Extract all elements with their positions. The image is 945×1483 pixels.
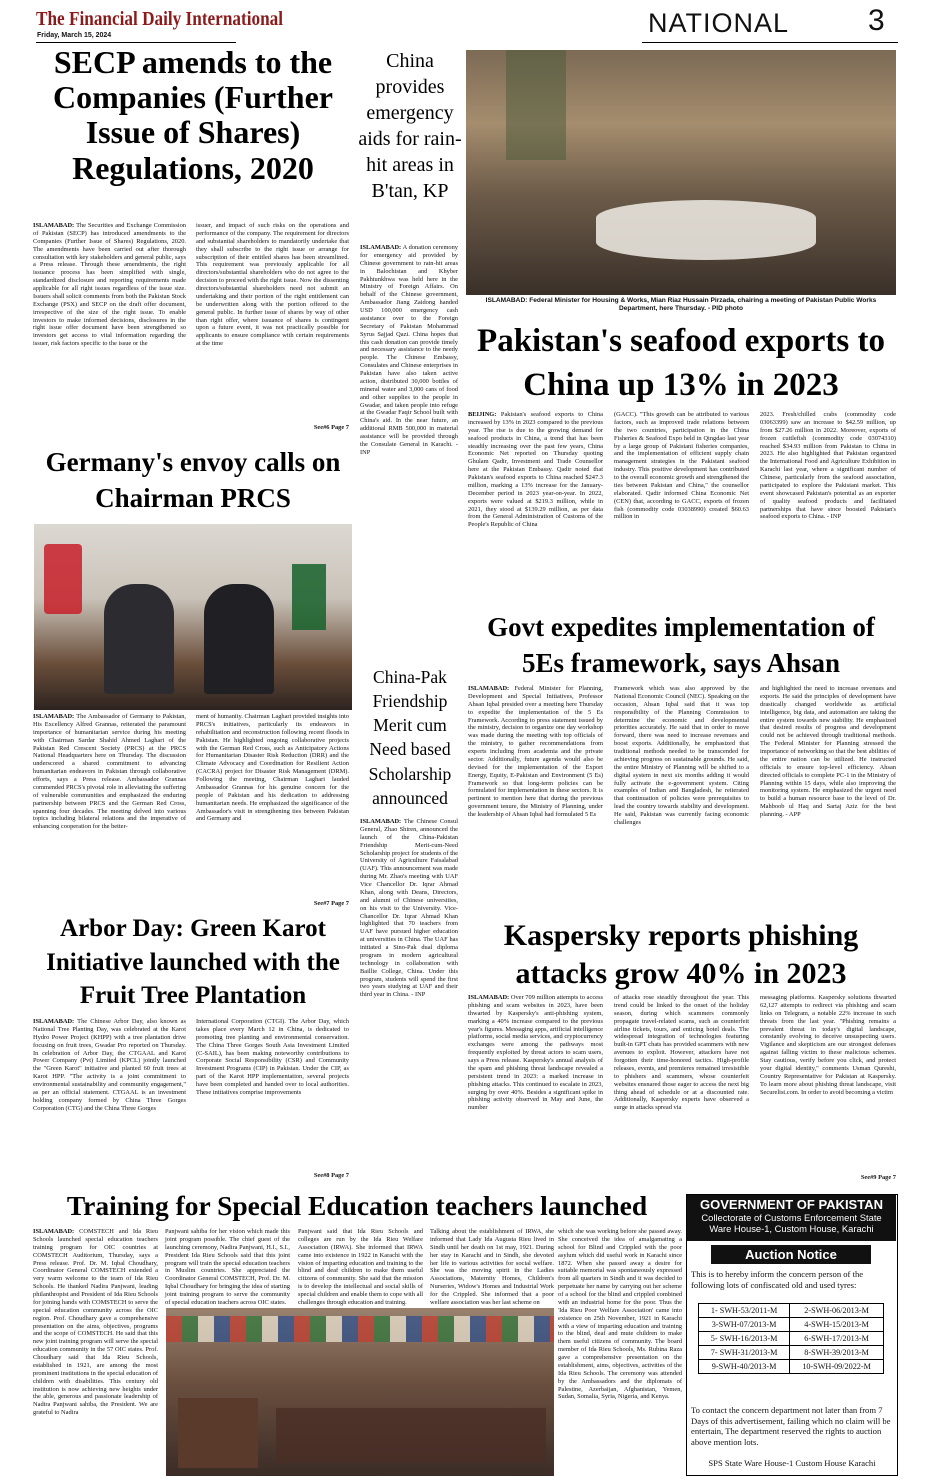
govt-col-2: Framework which was also approved by the National Economic Council (NEC). Speaking on the occasion, Ahsan Iqbal said that it was top responsibility of the Planning Commission to determine the economic and developmental priorities accurately. He said that in order to move forward, there was need to increase revenues and boost exports. Additionally, he emphasized that traditional methods needed to be transcended for achieving progress on sustainable grounds. He said, the entire Ministry of Planning will be shifted to a digital system in next six months adding it would fully activate the e-government system. Citing examples of Indian and Bangladesh, he reiterated that continuation of policies were prerequisites to lead the country towards stability and development. He said, Pakistan was currently facing economic challenges <box>614 685 749 826</box>
ad-lot-cell: 10-SWH-09/2022-M <box>790 1360 884 1374</box>
china-aid-text: ISLAMABAD: A donation ceremony for emergency aid provided by Chinese government to rain-hit areas in Balochistan and Khyber Pakhtunkhwa was held here in the Ministry of Foreign Affairs. On behalf of the Chinese government, Ambassador Jiang Zaidong handed USD 100,000 emergency cash assistance over to the Foreign Secretary of Pakistan Mohammad Syrus Sajjad Qazi. China hopes that this cash donation can provide timely and necessary assistance to the needy people. The Chinese Embassy, Consulates and Chinese enterprises in Pakistan have also taken active action, distributed 30,000 bottles of mineral water and 3,000 cans of food and other supplies to the people in Gwadar, and taken people into refuge at the Gwadar Faqir School built with China's aid. In the near future, an additional RMB 500,000 in material assistance will be provided through the Consulate General in Karachi. - INP <box>360 244 458 456</box>
arbor-continued: See#8 Page 7 <box>313 1172 349 1179</box>
ad-lot-cell: 2-SWH-06/2013-M <box>790 1304 884 1318</box>
kaspersky-col-2: of attacks rose steadily throughout the year. This trend could be linked to the onset of the holiday season, during which scammers commonly propagate travel-related scams, such as counterfeit airline tickets, tours, and enticing hotel deals. The widespread integration of technologies featuring built-in GPT chats has provided scammers with new avenues to exploit. However, attackers have not forgotten their time-honored tactics. High-profile releases, events, and premieres remained irresistible to phishers and scammers, whose counterfeit websites ensnared those eager to access the next big thing ahead of schedule or at a discounted rate. Additionally, Kaspersky experts have observed a surge in attacks spread via <box>614 994 749 1112</box>
kaspersky-continued: See#9 Page 7 <box>860 1174 896 1181</box>
scholarship-text: ISLAMABAD: The Chinese Consul General, Zhao Shiren, announced the launch of the China-Pakistan Friendship Merit-cum-Need Scholarship project for students of the University of Agriculture Faisalabad (UAF). This announcement was made during Mr. Zhao's meeting with UAF Vice Chancellor Dr. Iqrar Ahmad Khan, along with Deans, Directors, and alumni of Chinese universities, on his visit to the University. Vice-Chancellor Dr. Iqrar Ahmad Khan highlighted that 70 teachers from UAF have pursued higher education at universities in China. The UAF has initiated a Sino-Pak dual diploma program in modern agricultural technology in collaboration with Baillie College, China. Under this program, students will spend the first two years studying at UAF and their third year in China. - INP <box>360 818 458 999</box>
ad-lot-row <box>699 1360 884 1374</box>
ad-footer: SPS State Ware House-1 Custom House Karachi <box>708 1458 876 1468</box>
ad-lot-row <box>699 1318 884 1332</box>
scholarship-headline: China-Pak Friendship Merit cum Need based Scholarship announced <box>368 667 452 808</box>
ad-lot-row <box>699 1304 884 1318</box>
ad-lot-cell: 8-SWH-39/2013-M <box>790 1346 884 1360</box>
govt-col-1: ISLAMABAD: Federal Minister for Planning, Development and Special Initiatives, Professor Ahsan Iqbal presided over a meeting here Thursday to expedite the implementation of the 5 Es Framework. According to press statement issued by the ministry, decision to organize one day workshop was made during the meeting with top officials of the ministry, to gather recommendations from experts including from academia and the private sector. Additionally, future agenda would also be devised for the implementation of the Export Energy, Equity, E-Pakistan and Environment (5 Es) Framework so that long-term policies can be formulated for implementation in these sectors. It is pertinent to mention here that during the previous government tenure, the Ministry of Planning, under the leadership of Ahsan Iqbal had formulated 5 Es <box>468 685 603 818</box>
kaspersky-col-3: messaging platforms. Kaspersky solutions thwarted 62,127 attempts to redirect via phishing and scam links on Telegram, a notable 22% increase in such threats from the last year. "Phishing remains a prevalent threat in today's digital landscape, constantly evolving to deceive unsuspecting users. Vigilance and skepticism are our strongest defenses against falling victim to these malicious schemes. Stay cautious, verify before you click, and protect your digital identity," comments Usman Qureshi, Country Representative for Pakistan at Kaspersky. To learn more about phishing threat landscape, visit Securelist.com. In order to avoid becoming a victim <box>760 994 896 1096</box>
china-aid-headline: China provides emergency aids for rain-hit areas in B'tan, KP <box>358 50 462 202</box>
ad-lot-cell: 3-SWH-07/2013-M <box>699 1318 790 1332</box>
ad-notice: Auction Notice <box>711 1245 871 1264</box>
ad-title: GOVERNMENT OF PAKISTAN <box>700 1197 883 1212</box>
ad-lot-cell: 5- SWH-16/2013-M <box>699 1332 790 1346</box>
training-col-4: Talking about the establishment of IRWA, she informed that Lady Ida Augusta Rieu lived in Sindh until her death on 1st may, 1921. During her stay in Karachi and in Sindh, she devoted her life to various activities for social welfare. She was the moving spirit in the Ladies Associations, Maternity Homes, Children's Nurseries, Widow's Homes and Industrial Work for the Crippled. She informed that a poor welfare association was her last scheme on <box>430 1228 554 1306</box>
ad-lot-row <box>699 1332 884 1346</box>
masthead: The Financial Daily International <box>36 8 284 30</box>
germany-photo <box>34 524 352 710</box>
germany-headline: Germany's envoy calls on Chairman PRCS <box>45 447 341 513</box>
seafood-col-1: BEIJING: Pakistan's seafood exports to China increased by 13% in 2023 compared to the previous year. The rise is due to the growing demand for seafood products in China, a trend that has been steadily increasing over the past few years, China Economic Net reported on Thursday quoting Ghulam Qadir, Investment and Trade Counsellor here at the Pakistan Embassy. Qadir noted that Pakistan's seafood exports to China reached $247.3 million, marking a 13% increase for the January-December period in 2023 year-on-year. In 2022, exports were valued at $219.3 million, while in 2021, they stood at $139.29 million, as per data from the General Administration of Customs of the People's Republic of China <box>468 411 603 529</box>
auction-ad <box>686 1194 898 1476</box>
issue-date: Friday, March 15, 2024 <box>37 32 112 39</box>
training-col-1: ISLAMABAD: COMSTECH and Ida Rieu Schools launched special education teachers training program for OIC countries at COMSTECH Auditorium, Thursday, says a Press release. Prof. Dr. M. Iqbal Choudhary, Coordinator General COMSTECH extended a very warm welcome to the team of Ida Rieu Schools. He thanked Nadira Panjwani, leading philanthropist and President of Ida Rieu Schools for joining hands with COMSTECH to serve the special education community across the OIC region. Prof. Choudhary gave a comprehensive presentation on the aims, objectives, programs and the scope of COMSTECH. He said that this new joint training program will serve the special education community in the 57 OIC states. Prof. Choudhary said that Ida Rieu Schools, established in 1921, are among the most prominent institutions in the special education of children with disabilities. This century old institution is now achieving new heights under the able, generous and passionate leadership of Nadira Panjwani sahiba, the President. We are grateful to Nadira <box>33 1228 158 1417</box>
govt-col-3: and highlighted the need to increase revenues and exports. He said the principles of development have drastically changed worldwide as artificial intelligence, big data, and automation are taking the entire system towards new stability. He emphasized that desired results of progress and development could not be achieved through traditional methods. The Federal Minister for Planning stressed the importance of networking so that the best abilities of the entire nation can be utilized. He instructed officials to ensure top-level efficiency. Ahsan directed officials to complete PC-1 in the Ministry of Planning within 15 days, while also improving the monitoring system. He emphasized the urgent need to build a human resource base to the level of Dr. Mahboob ul Haq and Sartaj Aziz for the best planning. - APP <box>760 685 896 818</box>
secp-headline: SECP amends to the Companies (Further Issue of Shares) Regulations, 2020 <box>53 44 333 186</box>
secp-col-2: issuer, and impact of such risks on the operations and performance of the company. The requirement for directors and substantial shareholders to mandatorily undertake that they shall subscribe to the right issue or arrange for subscription of their entitled shares has been streamlined. This requirement was previously applicable for all directors/substantial shareholders who do not agree to the decision to proceed with the right issue. Now the dissenting directors/substantial shareholders need not submit an undertaking and their portion of the right entitlement can be underwritten along with the portion offered to the general public. In further issue of shares by way of other than right offer, where issuance of shares is contingent upon a future event, it was not practically possible for applicants to ensure compliance with certain requirements at the time <box>196 222 349 348</box>
seafood-col-3: 2023. Fresh/chilled crabs (commodity code 03063399) saw an increase to $42.59 million, up from $27.26 million in 2022. Moreover, exports of frozen cuttlefish (commodity code 03074310) reached $34.93 million from Pakistan to China in 2023. He also highlighted that Pakistan organized the International Food and Agriculture Exhibition in Karachi last year, where a significant number of Chinese, particularly from the seafood association, participated to explore the Pakistani market. This event showcased Pakistan's potential as an exporter of quality seafood products and facilitated partnerships that have since boosted Pakistan's seafood exports to China. - INP <box>760 411 896 521</box>
kaspersky-col-1: ISLAMABAD: Over 709 million attempts to access phishing and scam websites in 2023, have been thwarted by Kaspersky's anti-phishing system, marking a 40% increase compared to the previous year's figures. Messaging apps, artificial intelligence platforms, social media services, and cryptocurrency exchanges were among the pathways most frequently exploited by threat actors to scam users, says a Press release. Kaspersky's annual analysis of the spam and phishing threat landscape revealed a persistent trend in 2023: a marked increase in phishing attacks. This continued to escalate in 2023, surging by over 40%. Besides a significant spike in phishing activity observed in May and June, the number <box>468 994 603 1112</box>
training-headline: Training for Special Education teachers launched <box>66 1190 648 1221</box>
header-rule <box>642 42 898 43</box>
ad-lot-row <box>699 1346 884 1360</box>
ad-subtitle: Collectorate of Customs Enforcement State Ware House-1, Custom House, Karachi <box>701 1212 882 1235</box>
arbor-col-1: ISLAMABAD: The Chinese Arbor Day, also known as National Tree Planting Day, was celebrated at the Karot Hydro Power Project (KHPP) with a tree plantation drive focusing on fruit trees, Gwadar Pro reported on Thursday. In celebration of Arbor Day, the CTGAAL and Karot Power Company (Pvt) Limited (KPCL) jointly launched the "Green Karot" initiative and planted 60 fruit trees at Karot HPP. "The activity is a joint commitment to environmental sustainability and community engagement," as per an official statement. CTGAAL is an investment holding company formed by China Three Gorges Corporation (CTG) and the China Three Gorges <box>33 1018 186 1112</box>
ad-lots-table <box>698 1303 884 1374</box>
ad-body: To contact the concern department not later than from 7 Days of this advertisement, failing which no claim will be entertain, The department reserved the rights to auction above mention lots. <box>691 1405 891 1448</box>
ad-lot-cell: 7- SWH-31/2013-M <box>699 1346 790 1360</box>
germany-col-2: ment of humanity. Chairman Laghari provided insights into PRCS's initiatives, particularly its endeavors in rehabilitation and reconstruction following recent floods in Pakistan. He highlighted ongoing collaborative projects with the German Red Cross, such as Anticipatory Actions for Humanitarian Disaster Risk Reduction (DRR) and the Climate Advocacy and Coordination for Resilient Action (CACRA) project for Disaster Risk Management (DRM). Following the meeting, Chairman Laghari lauded Ambassador Grannas for his genuine concern for the people of Pakistan and his dedication to addressing humanitarian needs. He emphasized the significance of the Ambassador's visit in strengthening ties between Pakistan and Germany and <box>196 713 349 823</box>
secp-continued: See#6 Page 7 <box>313 424 349 431</box>
ad-lot-cell: 9-SWH-40/2013-M <box>699 1360 790 1374</box>
seafood-headline: Pakistan's seafood exports to China up 13% in 2023 <box>477 323 885 403</box>
ad-lot-cell: 1- SWH-53/2011-M <box>699 1304 790 1318</box>
germany-col-1: ISLAMABAD: The Ambassador of Germany to Pakistan, His Excellency Alfred Grannas, reiterated the paramount importance of humanitarian service during his meeting with Chairman Sardar Shahid Ahmed Laghari of the Pakistan Red Crescent Society (PRCS) at the PRCS National Headquarters here on Thursday. The discussion underscored a shared commitment to advancing humanitarian endeavors in Pakistan through collaborative efforts, says a Press release. Ambassador Grannas commended PRCS's pivotal role in alleviating the suffering of vulnerable communities and emphasized the enduring partnership between PRCS and the German Red Cross, spanning four decades. The meeting delved into various topics including bilateral relations and the imperative of enhancing cooperation for the better- <box>33 713 186 831</box>
ad-lot-cell: 4-SWH-15/2013-M <box>790 1318 884 1332</box>
training-col-5: which she was working before she passed away. She conceived the idea of amalgamating a school for Blind and Crippled with the poor asylum which did useful work in Karachi since 1872. When she passed away a desire for suitable memorial was spontaneously expressed from all quarters in Sindh and it was decided to perpetuate her name by carrying out her scheme of a school for the blind and crippled combined with an industrial home for the poor. Thus the 'Ida Rieu Poor Welfare Association' came into existence on 25th November, 1921 in Karachi with a view of imparting education and training to the blind, deaf and mute children to make them useful citizens of community. The board member of Ida Rieu Schools, Ms. Rubina Raza gave a comprehensive presentation on the establishment, aims, objectives, activities of the Ida Rieu Schools. The ceremony was attended by the Ambassadors and the diplomats of Palestine, Azerbaijan, Afghanistan, Yemen, Sudan, Somalia, Syria, Nigeria, and Kenya. <box>558 1228 682 1401</box>
ad-intro: This is to hereby inform the concern person of the following lots of confiscated old and used tyres: <box>691 1269 864 1290</box>
secp-col-1: ISLAMABAD: The Securities and Exchange Commission of Pakistan (SECP) has introduced amendments to the Companies (Further Issue of Shares) Regulations, 2020. The amendments have been carried out after thorough consultation with key stakeholders and general public, says a Press release. Through these amendments, the right issuance process has been simplified with single, standardized disclosure and reporting requirements made applicable for all right issues regardless of the issue size. Issuers shall solicit comments from both the Pakistan Stock Exchange (PSX) and SECP on the draft offer document, irrespective of the size of the right issue. To enable investors to make informed decisions, disclosures in the right issue offer document have been strengthened so investors get access to vital information regarding the issuer, risk factors specific to the issue or the <box>33 222 186 348</box>
meeting-photo <box>466 50 896 295</box>
germany-continued: See#7 Page 7 <box>313 900 349 907</box>
section-name: NATIONAL <box>648 8 790 38</box>
training-col-2: Panjwani sahiba for her vision which made this joint program possible. The chief guest of the launching ceremony, Nadira Panjwani, H.I., S.I., President Ida Rieu Schools said that this joint program will train the special education teachers in Muslim countries. She appreciated the Coordinator General COMSTECH, Prof. Dr. M. Iqbal Choudhary for bringing the idea of starting joint training program to serve the community of special education teachers across OIC states. <box>165 1228 290 1306</box>
govt-headline: Govt expedites implementation of 5Es framework, says Ahsan <box>487 612 875 679</box>
training-photo <box>166 1308 554 1476</box>
arbor-headline: Arbor Day: Green Karot Initiative launched with the Fruit Tree Plantation <box>46 915 340 1009</box>
arbor-col-2: International Corporation (CTGI). The Arbor Day, which takes place every March 12 in China, is dedicated to promoting tree planting and environmental conservation. The China Three Gorges South Asia Investment Limited (C-SAIL), has been making noteworthy contributions to Corporate Social Responsibility (CSR) and Community Investment Programs (CIP) in Pakistan. Under the CIP, as part of the Karot HPP implementation, several projects have been completed and handed over to local authorities. These initiatives comprise improvements <box>196 1018 349 1096</box>
meeting-photo-caption: ISLAMABAD: Federal Minister for Housing & Works, Mian Riaz Hussain Pirzada, chairing a meeting of Pakistan Public Works Department, here Thursday. - PID photo <box>485 297 877 312</box>
ad-header <box>687 1195 896 1241</box>
training-col-3: Panjwani said that Ida Rieu Schools and colleges are run by the Ida Rieu Welfare Association (IRWA). She informed that IRWA came into existence in 1922 in Karachi with the vision of imparting education and training to the blind and deaf children to make them useful citizens of community. She said that the mission is to develop the intellectual and social skills of special children and enable them to cope with all challenges through education and training. <box>298 1228 423 1306</box>
page-number: 3 <box>868 4 885 37</box>
ad-lot-cell: 6-SWH-17/2013-M <box>790 1332 884 1346</box>
seafood-col-2: (GACC). "This growth can be attributed to various factors, such as improved trade relations between the two countries, participation in the China Fisheries & Seafood Expo held in Qingdao last year by a large group of Pakistani fisheries companies, and the implementation of efficient supply chain management strategies in the Pakistani seafood industry. This positive development has contributed to the overall economic growth and strengthened the ties between Pakistan and China," the counsellor elaborated. Qadir informed China Economic Net (CEN) that, according to GACC, exports of frozen fish (commodity code 03038990) created $60.63 million in <box>614 411 749 521</box>
masthead-rule <box>36 42 236 43</box>
kaspersky-headline: Kaspersky reports phishing attacks grow 40% in 2023 <box>503 919 859 990</box>
